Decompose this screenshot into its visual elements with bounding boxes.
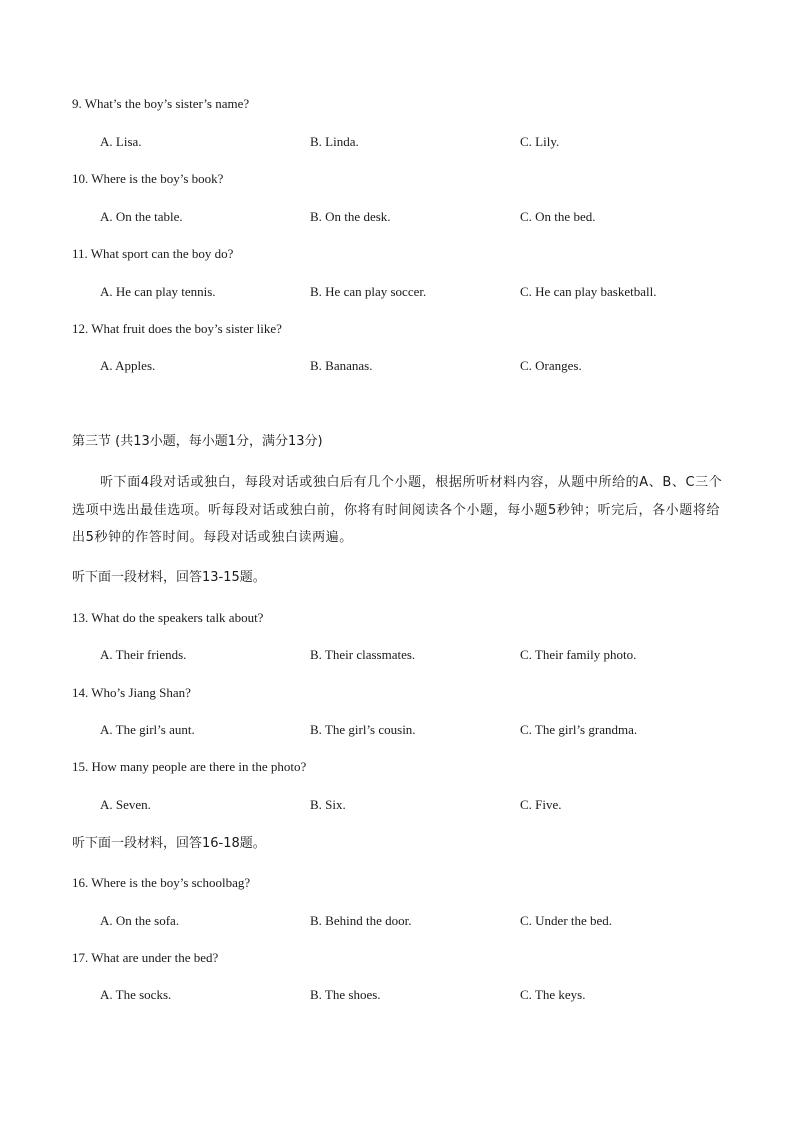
option-a: A. He can play tennis. <box>100 284 216 299</box>
question-11-options <box>0 284 794 300</box>
option-b: B. Bananas. <box>310 358 373 373</box>
question-14-options <box>0 722 794 738</box>
option-b: B. On the desk. <box>310 209 391 224</box>
option-c: C. He can play basketball. <box>520 284 657 299</box>
section-title: 第三节 (共13小题，每小题1分，满分13分) <box>72 434 323 449</box>
question-10: 10. Where is the boy’s book? <box>72 171 224 186</box>
option-b: B. The shoes. <box>310 987 381 1002</box>
option-c: C. Their family photo. <box>520 647 637 662</box>
question-16-options <box>0 913 794 929</box>
section-instructions: 听下面4段对话或独白，每段对话或独白后有几个小题，根据所听材料内容，从题中所给的A、B、C三个选项中选出最佳选项。听每段对话或独白前，你将有时间阅读各个小题，每小题5秒钟；听完后，各小题将给出5秒钟的作答时间。每段对话或独白读两遍。 <box>72 475 723 545</box>
option-b: B. Linda. <box>310 134 359 149</box>
option-c: C. Five. <box>520 797 562 812</box>
question-15: 15. How many people are there in the photo? <box>72 759 307 774</box>
material-heading: 听下面一段材料，回答13-15题。 <box>72 570 266 585</box>
question-13-options <box>0 647 794 663</box>
option-a: A. Seven. <box>100 797 151 812</box>
option-a: A. Their friends. <box>100 647 187 662</box>
option-a: A. The girl’s aunt. <box>100 722 195 737</box>
option-a: A. On the sofa. <box>100 913 180 928</box>
question-11: 11. What sport can the boy do? <box>72 246 234 261</box>
question-15-options <box>0 797 794 813</box>
option-c: C. The keys. <box>520 987 586 1002</box>
question-9-options <box>0 134 794 150</box>
option-b: B. Behind the door. <box>310 913 412 928</box>
question-12: 12. What fruit does the boy’s sister like? <box>72 321 282 336</box>
question-9: 9. What’s the boy’s sister’s name? <box>72 96 250 111</box>
option-c: C. Lily. <box>520 134 560 149</box>
option-b: B. Their classmates. <box>310 647 416 662</box>
option-a: A. Lisa. <box>100 134 142 149</box>
option-c: C. Oranges. <box>520 358 582 373</box>
option-a: A. The socks. <box>100 987 172 1002</box>
option-c: C. The girl’s grandma. <box>520 722 638 737</box>
option-a: A. On the table. <box>100 209 183 224</box>
question-16: 16. Where is the boy’s schoolbag? <box>72 875 251 890</box>
question-12-options <box>0 358 794 374</box>
question-10-options <box>0 209 794 225</box>
option-b: B. The girl’s cousin. <box>310 722 416 737</box>
question-17: 17. What are under the bed? <box>72 950 219 965</box>
option-b: B. He can play soccer. <box>310 284 427 299</box>
question-14: 14. Who’s Jiang Shan? <box>72 685 191 700</box>
option-c: C. Under the bed. <box>520 913 613 928</box>
material-heading: 听下面一段材料，回答16-18题。 <box>72 836 266 851</box>
question-13: 13. What do the speakers talk about? <box>72 610 264 625</box>
option-a: A. Apples. <box>100 358 156 373</box>
question-17-options <box>0 987 794 1003</box>
option-c: C. On the bed. <box>520 209 596 224</box>
option-b: B. Six. <box>310 797 346 812</box>
